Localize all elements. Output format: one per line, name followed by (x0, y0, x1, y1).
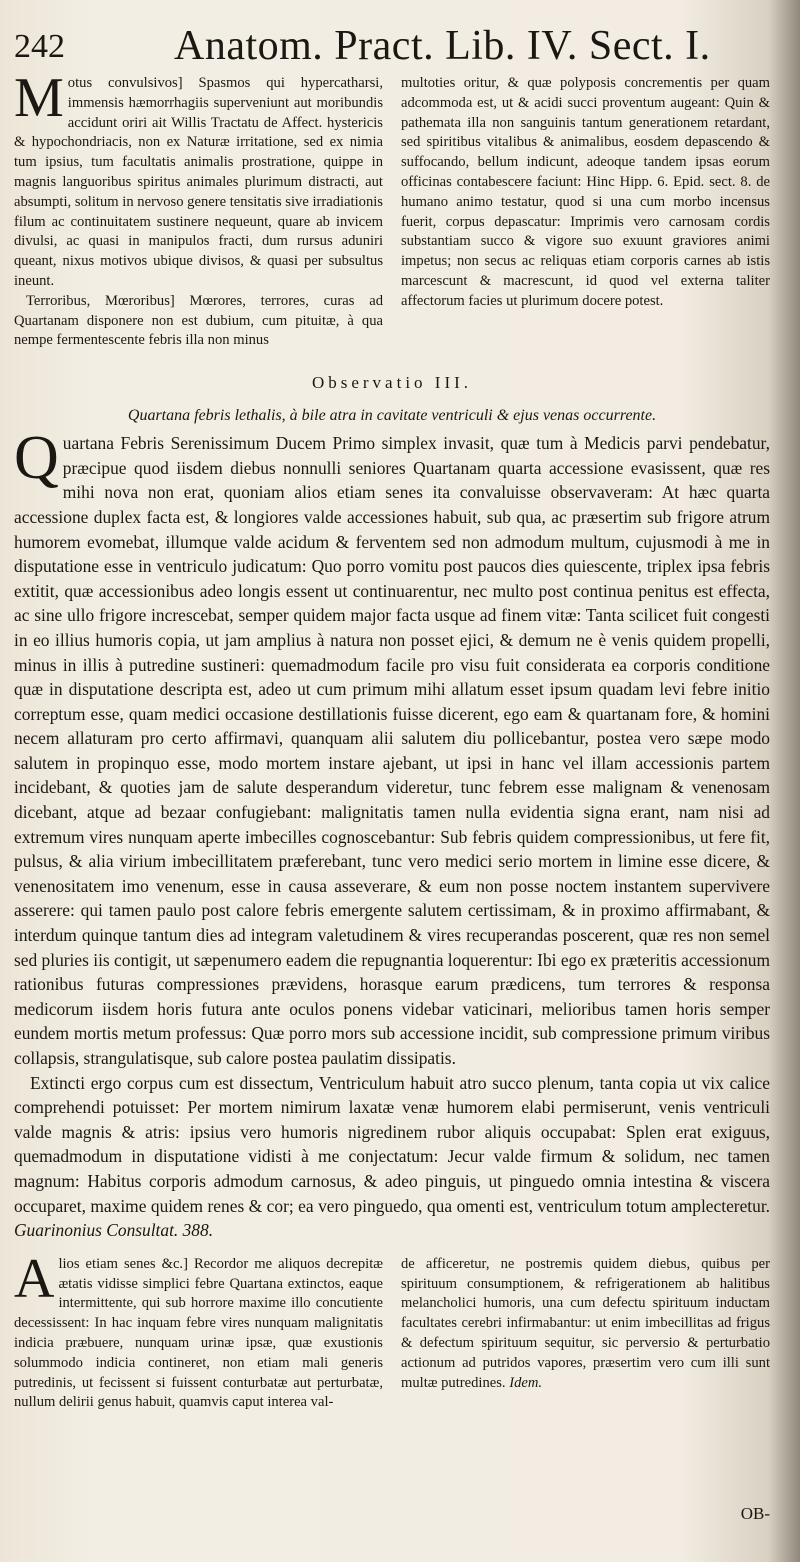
page-header (14, 18, 770, 68)
top-columns (14, 67, 770, 351)
drop-cap: Q (14, 424, 59, 493)
bottom-left-column (14, 1247, 383, 1413)
observation-title: Observatio III. (311, 373, 473, 393)
bottom-right-text: de afficeretur, ne postremis quidem diebus, quibus per spirituum consumptionem, & refrigerationem ab halitibus melancholici humoris, una cum defectu spirituum inductam facultates cerebri infirmabantur: ut enim imbecillitas ad frigus & defectum spirituum sequitur, sic perversio & perturbatio actionum ad putridos vapores, præsertim vero cum illi sunt multæ putredines. (401, 1255, 770, 1391)
top-left-text-2: Terroribus, Mœroribus] Mœrores, terrores, curas ad Quartanam disponere non est dubium, cum pituitæ, à qua nempe fermentescente febris illa non minus (14, 292, 383, 349)
drop-cap: A (14, 1247, 55, 1310)
observation-body (14, 424, 770, 1243)
bottom-columns (14, 1247, 770, 1413)
top-right-column (401, 74, 770, 351)
catchword: OB- (740, 1504, 770, 1523)
observation-paragraph-1 (14, 424, 770, 1070)
bottom-left-text: lios etiam senes &c.] Recordor me aliquos decrepitæ ætatis vidisse simplici febre Quartana extinctos, eaque intermittente, qui sub horrore maxime illo concutiente decessissent: In hac inquam febre vires nunquam malignitatis indicia præbuere, nunquam urinæ ipsæ, quæ exustionis solummodo indicia contineret, non etiam mali generis putredinis, ut fecissent si fuissent conturbatæ aut perturbatæ, nullum delirii genus habuit, quamvis caput interea val- (14, 1255, 383, 1411)
running-title: Anatom. Pract. Lib. IV. Sect. I. (174, 23, 711, 69)
citation: Guarinonius Consultat. 388. (14, 1220, 214, 1241)
paragraph-2-text: Extincti ergo corpus cum est dissectum, Ventriculum habuit atro succo plenum, tanta copia ut vix calice comprehendi potuisset: Per mortem nimirum laxatæ venæ humorem elabi permiserunt, venis ventriculi valde magnis & atris: ipsius vero humoris nigredinem rubor aliquis occupabat: Splen erat exiguus, quemadmodum in disputatione vidisti à me conjectatum: Jecur valde firmum & solidum, nec tamen magnum: Habitus corporis admodum carnosus, & adeo pinguis, ut pinguedo omnia intestina & viscera occuparet, maxime quidem renes & cor; ea vero pinguedo, qua omenti est, ventriculum totum amplecteretur. (14, 1072, 770, 1216)
signature: Idem. (509, 1374, 543, 1391)
observation-subtitle: Quartana febris lethalis, à bile atra in cavitate ventriculi & ejus venas occurrente. (127, 407, 657, 425)
page-number: 242 (14, 28, 65, 65)
observation-paragraph-2 (14, 1071, 770, 1243)
bottom-right-column (401, 1255, 770, 1413)
top-right-text: multoties oritur, & quæ polyposis concrementis per quam adcommoda est, ut & acidi succi proventum augeant: Quin & pathemata illa non sanguinis tantum generationem retardant, sed spiritibus vitalibus & animalibus, eosdem depascendo & suffocando, bellum indicunt, adeoque tandem ipsas eorum officinas contabescere faciunt: Hinc Hipp. 6. Epid. sect. 8. de humano animo testatur, quod si una cum morbo incensus fuerit, corpus depascatur: Imprimis vero carnosam cordis substantiam succo & vigore suo exuunt graviores animi impetus; non secus ac reliquas etiam corporis carnes ab istis marcescunt & macrescunt, id quod vel externa taliter affectorum facies ut plurimum docere potest. (401, 75, 770, 309)
paragraph-1-text: uartana Febris Serenissimum Ducem Primo simplex invasit, quæ tum à Medicis parvi pendebatur, præcipue quod iisdem diebus nonnulli seniores Quartanam quarta accessione evasissent, quæ res mihi nova non erat, quoniam alios etiam senes ita convaluisse observaveram: At hæc quarta accessione duplex facta est, & longiores valde accessiones habuit, sub qua, ac præsertim sub frigore atrum humorem evomebat, illumque valde acidum & ferventem sed non admodum multum, cujusmodi à me in disputatione esse in ventriculo judicatum: Quo porro vomitu post paucos dies quiescente, triplex ipsa febris extitit, quæ accessionibus adeo longis essent ut continuarentur, nec multo post continua penitus est effecta, ac sine ullo frigore increscebat, semper quidem major facta usque ad finem vitæ: Tanta scilicet fuit congesti in eo illius humoris copia, ut jam amplius à natura non posset ejici, & demum ne è venis quidem propelli, minus in illis à putredine sustineri: quemadmodum facile pro visu fuit considerata ea corporis conditione quæ in disputatione descripta est, adeo ut cum primum mihi allatum esset ipsum quadam levi febre initio correptum esse, quam medici occasione destillationis fuisse dicerent, ego eam & quartanam fore, & homini necem allaturam pro certo affirmavi, quanquam alii salutem diu pollicebantur, postea vero sæpe modo salutem in propinquo esse, modo mortem instare ajebant, ut ipsi in hanc vel illam accessionis partem incidebant, & quoties jam de salute desperandum videretur, tunc febrem esse malignam & venenosam dicebant, atque ad bezaar confugiebant: malignitatis tamen nulla evidentia signa erant, nam nisi ad extremum vires nunquam aperte imbecilles cognoscebantur: Sub febris quidem compressionibus, ut fere fit, pulsus, & alia virium imbecillitatem præferebant, tunc vero medici serio mortem in limine esse dicere, & venenositatem imo venenum, esse in causa asseverare, & eum non posse noctem instantem supervivere asserere: qui tamen paulo post calore febris emergente salutem certissimam, & in proximo affirmabant, & interdum quinque tantum dies ad integram valetudinem & vires recuperandas poscerent, quæ res non semel sed pluries iis contigit, ut sæpenumero eadem die repugnantia loquerentur: Ibi ego ex præteritis accessionum rationibus futuras compressiones prævidens, horasque earum prædicens, tum terrores & responsa medicorum iisdem horis futura ante oculos ponens videbar vaticinari, melioribus tamen horis semper eundem mortis metum professus: Quæ porro mors sub accessione incidit, sub compressione primum viribus collapsis, strangulatisque, sub calore postea paulatim dissipatis. (14, 433, 770, 1068)
drop-cap: M (14, 67, 64, 129)
top-left-column (14, 67, 383, 351)
top-left-text: otus convulsivos] Spasmos qui hypercatharsi, immensis hæmorrhagiis superveniunt aut moribundis accidunt oriri ait Willis Tractatu de Affect. hystericis & hypochondriacis, non ex Naturæ irritatione, sed ex nimia tum ipsius, tum facultatis animalis prostratione, quippe in magnis languoribus spiritus animales plurimum distracti, aut absumpti, solitum in nervoso genere tensitatis sive irradiationis filum ac continuitatem sustinere nequeunt, quare ab invicem divulsi, ac quasi in manipulos fracti, dum rursus aduniri queant, nixus motivos ubique divisos, & quasi per subsultus ineunt. (14, 75, 383, 289)
